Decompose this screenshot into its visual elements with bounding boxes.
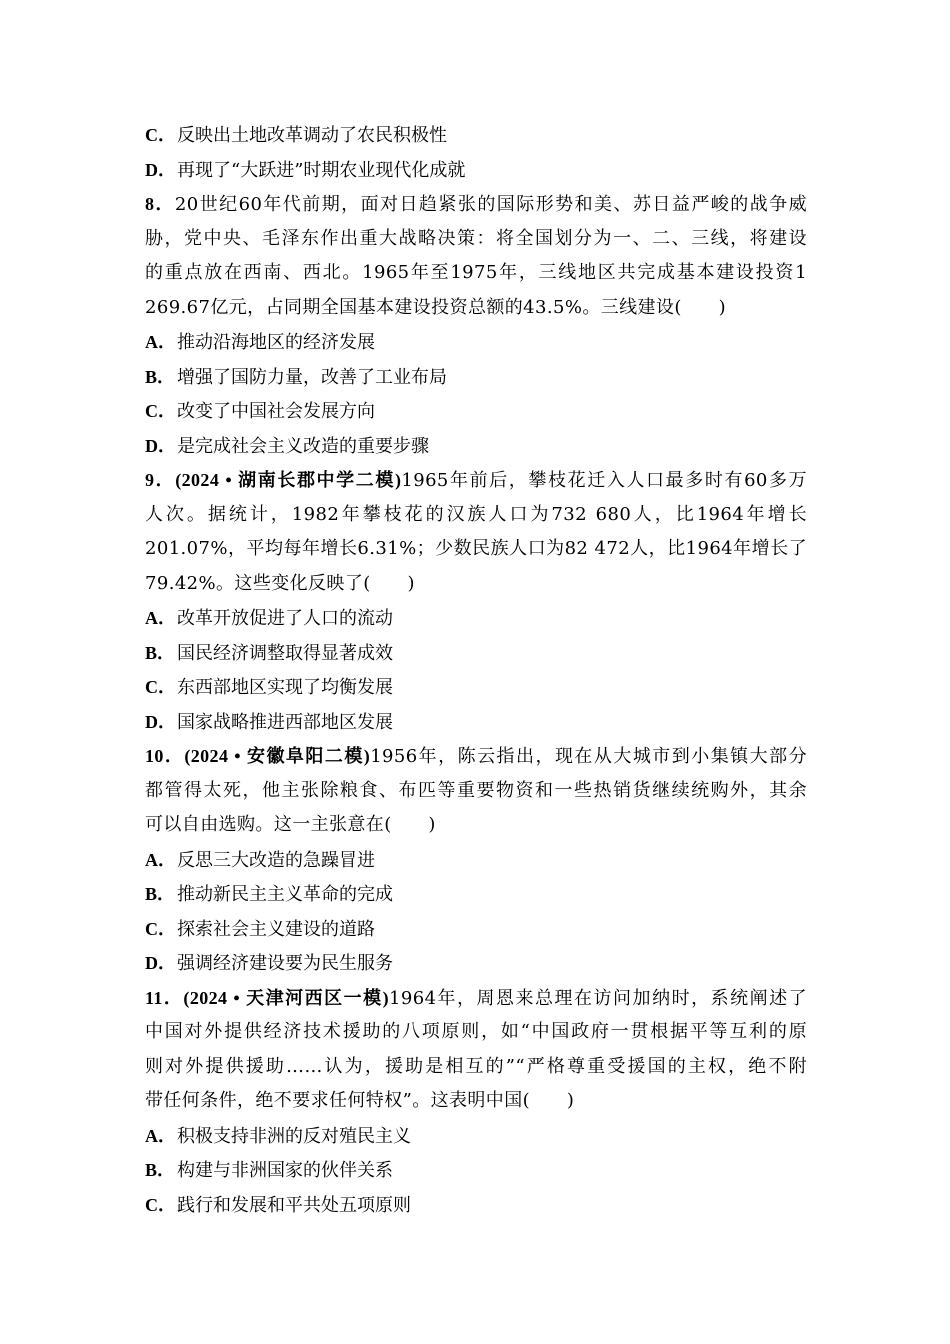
- q7-options: [145, 118, 807, 187]
- option-a[interactable]: A．改革开放促进了人口的流动: [145, 608, 393, 629]
- question-stem-line: 79.42%。这些变化反映了( ): [145, 572, 415, 594]
- question-source: (2024 • 天津河西区一模): [183, 987, 390, 1008]
- option-a[interactable]: A．反思三大改造的急躁冒进: [145, 849, 375, 871]
- option-c[interactable]: C．探索社会主义建设的道路: [145, 918, 375, 940]
- option-b[interactable]: B． 推动新民主主义革命的完成: [145, 884, 393, 905]
- question-stem-line: 201.07%，平均每年增长6.31%；少数民族人口为82 472人，比1964年增长了: [145, 538, 807, 559]
- option-c[interactable]: C．东西部地区实现了均衡发展: [145, 677, 393, 698]
- option-b[interactable]: B． 增强了国防力量，改善了工业布局: [145, 366, 447, 388]
- question-9: [145, 463, 807, 601]
- question-stem-line: 269.67亿元，占同期全国基本建设投资总额的43.5%。三线建设( ): [145, 296, 727, 318]
- q10-options: [145, 843, 807, 981]
- question-stem-line: 8．20世纪60年代前期，面对日趋紧张的国际形势和美、苏日益严峻的战争威: [145, 194, 808, 215]
- question-stem-line: 的重点放在西南、西北。1965年至1975年，三线地区共完成基本建设投资1: [145, 262, 807, 283]
- question-stem-line: 中国对外提供经济技术援助的八项原则，如“中国政府一贯根据平等互利的原: [145, 1021, 807, 1042]
- question-source: (2024 • 安徽阜阳二模): [184, 746, 371, 766]
- option-c[interactable]: C．改变了中国社会发展方向: [145, 401, 375, 422]
- document-page: [145, 118, 807, 1222]
- option-a[interactable]: A．积极支持非洲的反对殖民主义: [145, 1125, 411, 1147]
- q8-options: [145, 325, 807, 463]
- question-stem-line: 可以自由选购。这一主张意在( ): [145, 814, 436, 835]
- question-source: (2024 • 湖南长郡中学二模): [175, 470, 402, 490]
- option-a[interactable]: A．推动沿海地区的经济发展: [145, 332, 375, 353]
- question-stem-line: 人次。据统计，1982年攀枝花的汉族人口为732 680人，比1964年增长: [145, 503, 807, 525]
- option-d[interactable]: D．是完成社会主义改造的重要步骤: [145, 435, 429, 457]
- question-stem-line: 都管得太死，他主张除粮食、布匹等重要物资和一些热销货继续统购外，其余: [145, 779, 807, 801]
- option-d[interactable]: D．强调经济建设要为民生服务: [145, 953, 393, 974]
- question-10: [145, 739, 807, 843]
- question-8: [145, 187, 807, 325]
- option-c[interactable]: C．践行和发展和平共处五项原则: [145, 1194, 411, 1216]
- option-c[interactable]: C．反映出土地改革调动了农民积极性: [145, 125, 447, 146]
- question-11: [145, 981, 807, 1119]
- question-stem-line: 11．(2024 • 天津河西区一模)1964年，周恩来总理在访问加纳时，系统阐述了: [145, 987, 807, 1009]
- question-stem-line: 10．(2024 • 安徽阜阳二模)1956年，陈云指出，现在从大城市到小集镇大部分: [145, 746, 807, 767]
- option-b[interactable]: B． 构建与非洲国家的伙伴关系: [145, 1160, 393, 1181]
- question-stem-line: 带任何条件，绝不要求任何特权”。这表明中国( ): [145, 1090, 575, 1111]
- question-stem-line: 胁，党中央、毛泽东作出重大战略决策：将全国划分为一、二、三线，将建设: [145, 227, 807, 249]
- option-d[interactable]: D．国家战略推进西部地区发展: [145, 711, 393, 733]
- option-d[interactable]: D．再现了“大跃进”时期农业现代化成就: [145, 159, 466, 181]
- question-stem-line: 则对外提供援助……认为，援助是相互的”“严格尊重受援国的主权，绝不附: [145, 1055, 807, 1077]
- q9-options: [145, 601, 807, 739]
- option-b[interactable]: B． 国民经济调整取得显著成效: [145, 642, 393, 664]
- q11-options: [145, 1119, 807, 1223]
- question-stem-line: 9．(2024 • 湖南长郡中学二模)1965年前后，攀枝花迁入人口最多时有60多万: [145, 470, 807, 491]
